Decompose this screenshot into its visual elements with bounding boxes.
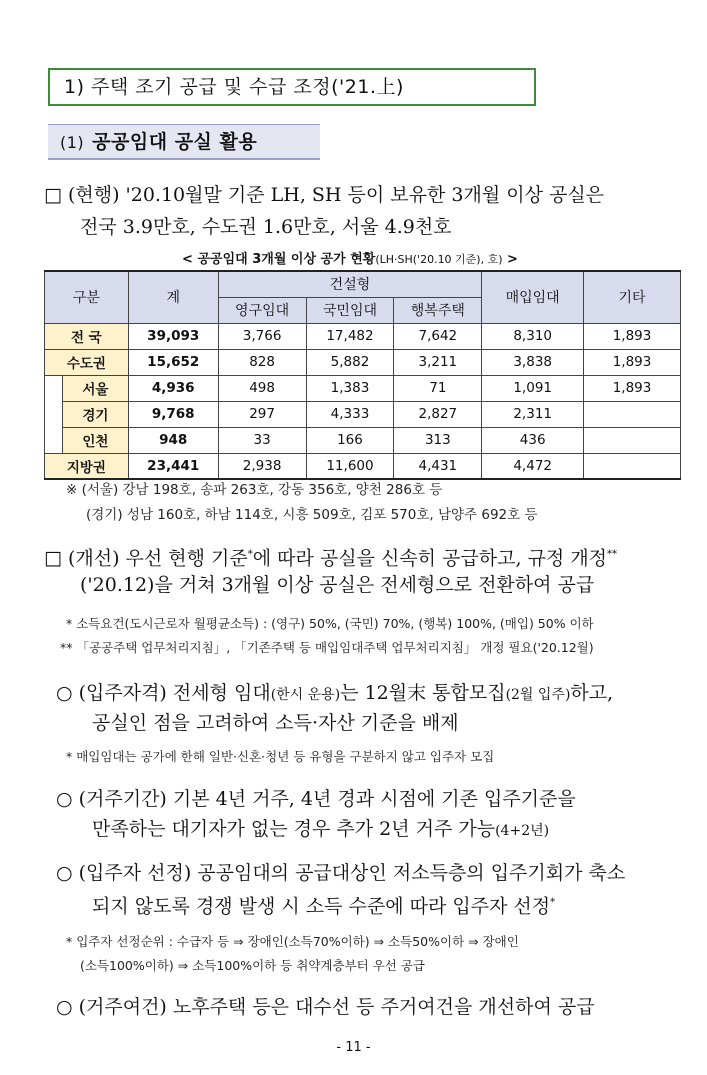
cell-happy: 7,642	[394, 323, 482, 349]
header-other: 기타	[584, 271, 681, 323]
table-row	[45, 349, 681, 375]
cell-purchase: 4,472	[482, 453, 584, 479]
cell-total: 9,768	[128, 401, 218, 427]
header-happy: 행복주택	[394, 297, 482, 323]
bullet-small-text: (4+2년)	[495, 823, 550, 839]
square-bullet-icon: □	[44, 184, 62, 206]
header-construction: 건설형	[218, 271, 482, 297]
cell-national: 1,383	[306, 375, 394, 401]
sub-heading	[48, 124, 320, 160]
cell-purchase: 2,311	[482, 401, 584, 427]
row-label: 서울	[62, 375, 128, 401]
table-row	[45, 401, 681, 427]
cell-other: 1,893	[584, 375, 681, 401]
cell-other	[584, 427, 681, 453]
bullet-text: 되지 않도록 경쟁 발생 시 소득 수준에 따라 입주자 선정	[92, 895, 551, 918]
bullet-conditions-line1	[56, 990, 595, 1024]
table-row	[45, 323, 681, 349]
row-label: 지방권	[45, 453, 129, 479]
cell-national: 166	[306, 427, 394, 453]
bullet-text: (거주기간) 기본 4년 거주, 4년 경과 시점에 기존 입주기준을	[78, 788, 576, 810]
table-title-end: >	[507, 252, 518, 267]
cell-purchase: 1,091	[482, 375, 584, 401]
cell-happy: 2,827	[394, 401, 482, 427]
circle-bullet-icon: ○	[56, 862, 73, 884]
sub-heading-number: (1)	[60, 133, 85, 152]
bullet-eligibility-note: * 매입임대는 공가에 한해 일반·신혼·청년 등 유형을 구분하지 않고 입주자 모집	[66, 749, 495, 764]
current-status-text1: (현행) '20.10월말 기준 LH, SH 등이 보유한 3개월 이상 공실은	[67, 184, 605, 206]
cell-happy: 4,431	[394, 453, 482, 479]
bullet-small-text: (2월 입주)	[505, 687, 571, 703]
cell-permanent: 33	[218, 427, 306, 453]
table-note-gyeonggi: (경기) 성남 160호, 하남 114호, 시흥 509호, 김포 570호, 남양주 692호 등	[86, 507, 538, 523]
bullet-selection-line2	[92, 886, 555, 923]
footnote-mark: *	[550, 897, 556, 908]
current-status-line2	[80, 210, 452, 244]
bullet-selection-line1	[56, 856, 625, 890]
circle-bullet-icon: ○	[56, 996, 73, 1018]
cell-total: 39,093	[128, 323, 218, 349]
bullet-text: (입주자 선정) 공공임대의 공급대상인 저소득층의 입주기회가 축소	[78, 862, 626, 884]
row-label: 인천	[62, 427, 128, 453]
improve-text1b: 에 따라 공실을 신속히 공급하고, 규정 개정	[252, 547, 608, 570]
cell-total: 4,936	[128, 375, 218, 401]
bullet-text: 는 12월末 통합모집	[340, 682, 506, 704]
vacancy-table	[44, 270, 681, 480]
section-title-box	[48, 68, 536, 106]
cell-other: 1,893	[584, 323, 681, 349]
header-category: 구분	[45, 271, 129, 323]
footnote-mark: *	[247, 549, 253, 560]
bullet-text: (입주자격) 전세형 임대	[78, 682, 271, 704]
cell-happy: 3,211	[394, 349, 482, 375]
bullet-selection-note1: * 입주자 선정순위 : 수급자 등 ⇒ 장애인(소득70%이하) ⇒ 소득50%이하 ⇒ 장애인	[66, 934, 519, 949]
current-status-text2: 전국 3.9만호, 수도권 1.6만호, 서울 4.9천호	[80, 216, 452, 238]
circle-bullet-icon: ○	[56, 682, 73, 704]
header-total: 계	[128, 271, 218, 323]
bullet-text: 하고,	[570, 682, 614, 704]
footnote-mark: **	[607, 549, 618, 560]
table-row	[45, 375, 681, 401]
cell-permanent: 297	[218, 401, 306, 427]
cell-total: 23,441	[128, 453, 218, 479]
improve-text2: ('20.12)을 거쳐 3개월 이상 공실은 전세형으로 전환하여 공급	[80, 574, 595, 596]
header-purchase: 매입임대	[482, 271, 584, 323]
table-title	[40, 248, 660, 267]
table-title-unit: (LH·SH('20.10 기준), 호)	[375, 253, 503, 266]
bullet-small-text: (한시 운용)	[270, 687, 341, 703]
cell-happy: 313	[394, 427, 482, 453]
sub-heading-text: 공공임대 공실 활용	[92, 131, 258, 153]
footnote-income: * 소득요건(도시근로자 월평균소득) : (영구) 50%, (국민) 70%, (행복) 100%, (매입) 50% 이하	[66, 616, 594, 631]
section-title: 1) 주택 조기 공급 및 수급 조정('21.上)	[64, 76, 404, 98]
cell-other: 1,893	[584, 349, 681, 375]
cell-total: 948	[128, 427, 218, 453]
circle-bullet-icon: ○	[56, 788, 73, 810]
cell-other	[584, 453, 681, 479]
row-label: 수도권	[45, 349, 129, 375]
bullet-text: 만족하는 대기자가 없는 경우 추가 2년 거주 가능	[92, 818, 496, 840]
cell-national: 4,333	[306, 401, 394, 427]
improve-text1a: (개선) 우선 현행 기준	[67, 547, 248, 570]
square-bullet-icon: □	[44, 547, 62, 570]
bullet-period-line2	[92, 812, 549, 848]
cell-national: 5,882	[306, 349, 394, 375]
current-status-line1	[44, 178, 604, 212]
bullet-period-line1	[56, 782, 576, 816]
cell-permanent: 3,766	[218, 323, 306, 349]
cell-purchase: 3,838	[482, 349, 584, 375]
bullet-eligibility-line2: 공실인 점을 고려하여 소득·자산 기준을 배제	[92, 712, 459, 734]
cell-happy: 71	[394, 375, 482, 401]
cell-other	[584, 401, 681, 427]
indent-cell	[45, 375, 63, 453]
bullet-text: (거주여건) 노후주택 등은 대수선 등 주거여건을 개선하여 공급	[78, 996, 595, 1018]
table-row	[45, 453, 681, 479]
footnote-guideline: ** 「공공주택 업무처리지침」, 「기존주택 등 매입임대주택 업무처리지침」 개정 필요('20.12월)	[60, 640, 594, 655]
page-number: - 11 -	[336, 1040, 371, 1055]
cell-national: 11,600	[306, 453, 394, 479]
table-note-seoul: ※ (서울) 강남 198호, 송파 263호, 강동 356호, 양천 286호 등	[66, 482, 443, 498]
header-permanent: 영구임대	[218, 297, 306, 323]
table-title-main: < 공공임대 3개월 이상 공가 현황	[182, 252, 376, 267]
improve-line2	[80, 568, 594, 602]
table-row	[45, 427, 681, 453]
row-label: 전 국	[45, 323, 129, 349]
cell-permanent: 828	[218, 349, 306, 375]
cell-permanent: 2,938	[218, 453, 306, 479]
cell-purchase: 8,310	[482, 323, 584, 349]
cell-national: 17,482	[306, 323, 394, 349]
header-national: 국민임대	[306, 297, 394, 323]
cell-purchase: 436	[482, 427, 584, 453]
bullet-selection-note2: (소득100%이하) ⇒ 소득100%이하 등 취약계층부터 우선 공급	[80, 958, 425, 973]
cell-permanent: 498	[218, 375, 306, 401]
cell-total: 15,652	[128, 349, 218, 375]
row-label: 경기	[62, 401, 128, 427]
